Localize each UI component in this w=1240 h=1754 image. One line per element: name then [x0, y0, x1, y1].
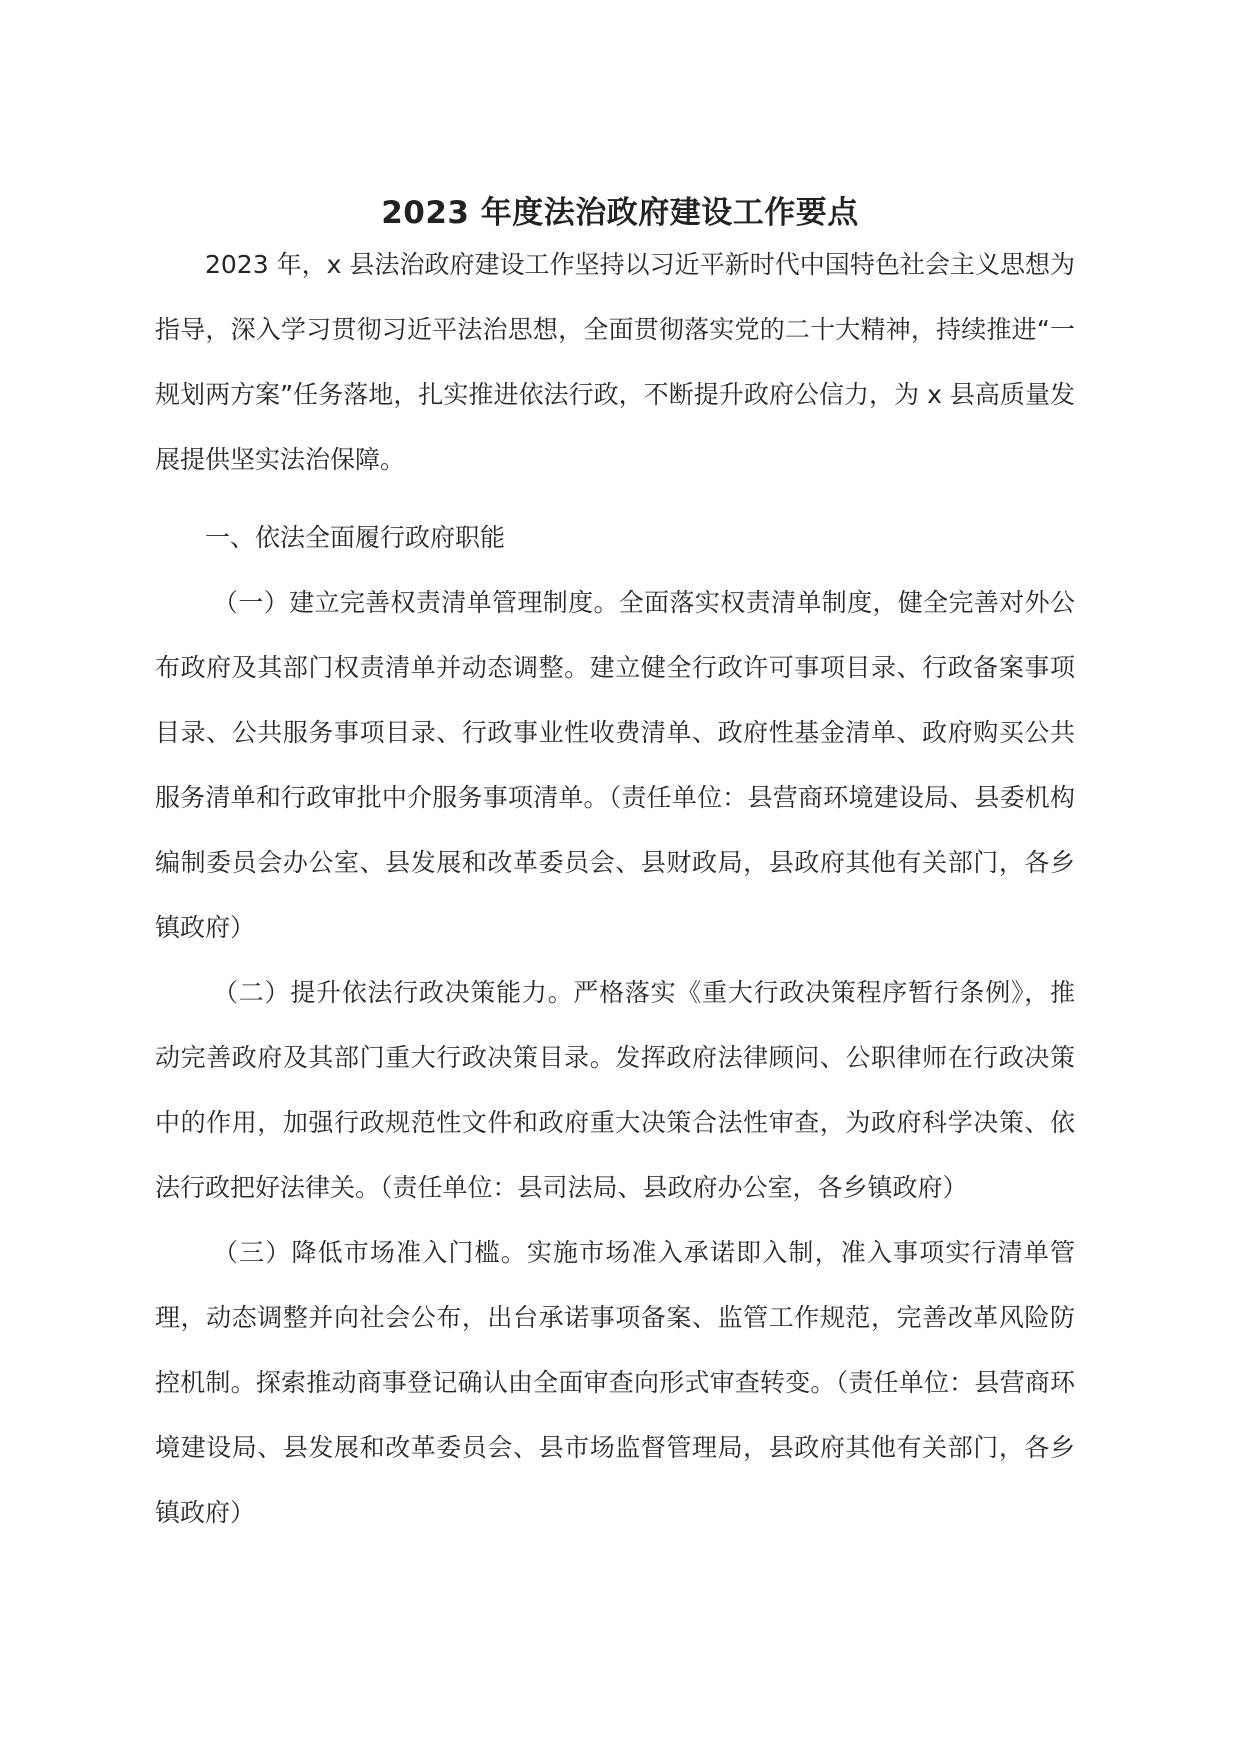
intro-paragraph: 2023 年，x 县法治政府建设工作坚持以习近平新时代中国特色社会主义思想为指导，深入学习贯彻习近平法治思想，全面贯彻落实党的二十大精神，持续推进“一规划两方案”任务落地，扎实推进依法行政，不断提升政府公信力，为 x 县高质量发展提供坚实法治保障。 [155, 250, 1075, 474]
list-item: （一）建立完善权责清单管理制度。全面落实权责清单制度，健全完善对外公布政府及其部门权责清单并动态调整。建立健全行政许可事项目录、行政备案事项目录、公共服务事项目录、行政事业性收费清单、政府性基金清单、政府购买公共服务清单和行政审批中介服务事项清单。（责任单位：县营商环境建设局、县委机构编制委员会办公室、县发展和改革委员会、县财政局，县政府其他有关部门，各乡镇政府） [155, 588, 1075, 942]
list-item: （三）降低市场准入门槛。实施市场准入承诺即入制，准入事项实行清单管理，动态调整并向社会公布，出台承诺事项备案、监管工作规范，完善改革风险防控机制。探索推动商事登记确认由全面审查向形式审查转变。（责任单位：县营商环境建设局、县发展和改革委员会、县市场监督管理局，县政府其他有关部门，各乡镇政府） [155, 1238, 1075, 1527]
list-item: （二）提升依法行政决策能力。严格落实《重大行政决策程序暂行条例》，推动完善政府及其部门重大行政决策目录。发挥政府法律顾问、公职律师在行政决策中的作用，加强行政规范性文件和政府重大决策合法性审查，为政府科学决策、依法行政把好法律关。（责任单位：县司法局、县政府办公室，各乡镇政府） [155, 978, 1075, 1202]
document-title: 2023 年度法治政府建设工作要点 [381, 195, 859, 231]
section-heading: 一、依法全面履行政府职能 [205, 523, 506, 552]
